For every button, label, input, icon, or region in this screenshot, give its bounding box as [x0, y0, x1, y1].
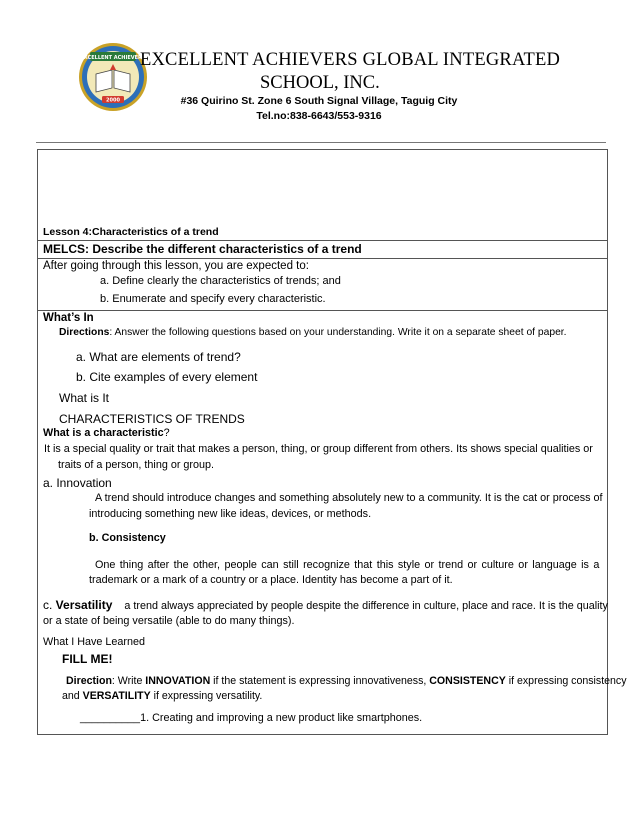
header-divider	[36, 142, 606, 143]
direction-text: if expressing consistency	[505, 675, 627, 687]
objectives-intro: After going through this lesson, you are expected to:	[43, 260, 309, 272]
innovation-line1: A trend should introduce changes and something absolutely new to a community. It is the cat or process of	[95, 492, 603, 504]
direction-text: and	[62, 690, 83, 702]
divider	[38, 240, 607, 241]
divider	[38, 258, 607, 259]
characteristic-question	[43, 427, 170, 439]
versatility-keyword: VERSATILITY	[82, 690, 151, 702]
innovation-heading: a. Innovation	[43, 476, 112, 490]
definition-line2: traits of a person, thing or group.	[58, 459, 215, 471]
fill-direction-line2	[62, 690, 262, 702]
lesson-title: Lesson 4:Characteristics of a trend	[43, 226, 219, 238]
answer-blank[interactable]: __________	[80, 712, 141, 724]
question-b: b. Cite examples of every element	[76, 370, 258, 384]
consistency-line1: One thing after the other, people can still recognize that this style or trend or culture or language is a	[95, 559, 600, 571]
svg-text:2000: 2000	[106, 97, 120, 104]
definition-line1: It is a special quality or trait that makes a person, thing, or group different from others. Its shows special qualities or	[44, 443, 593, 455]
consistency-heading: b. Consistency	[89, 532, 166, 544]
versatility-line2: or a state of being versatile (able to do many things).	[43, 615, 295, 627]
versatility-text: a trend always appreciated by people despite the difference in culture, place and race. It is the quality	[124, 600, 608, 612]
school-address: #36 Quirino St. Zone 6 South Signal Village, Taguig City	[180, 95, 458, 107]
school-telephone: Tel.no:838-6643/553-9316	[256, 110, 382, 122]
school-name-line2: SCHOOL, INC.	[260, 73, 380, 93]
svg-text:EXCELLENT ACHIEVERS: EXCELLENT ACHIEVERS	[80, 55, 146, 61]
consistency-line2: trademark or a mark of a country or a place. Identity has become a part of it.	[89, 574, 453, 586]
item-text: 1. Creating and improving a new product like smartphones.	[140, 712, 423, 724]
versatility-heading: Versatility	[55, 598, 113, 612]
learned-heading: What I Have Learned	[43, 636, 146, 648]
versatility-line1	[43, 598, 608, 612]
innovation-keyword: INNOVATION	[145, 675, 211, 687]
direction-text: if the statement is expressing innovativeness,	[210, 675, 430, 687]
whats-in-heading: What’s In	[43, 312, 94, 324]
activity-title: FILL ME!	[62, 652, 113, 666]
direction-text: if expressing versatility.	[150, 690, 263, 702]
objective-item: a. Define clearly the characteristics of trends; and	[100, 275, 341, 287]
whats-in-directions	[59, 327, 567, 338]
versatility-prefix: c.	[43, 598, 56, 612]
melcs-heading: MELCS: Describe the different characteristics of a trend	[43, 242, 362, 256]
direction-label: Direction	[66, 675, 112, 687]
consistency-keyword: CONSISTENCY	[429, 675, 506, 687]
question-mark: ?	[163, 427, 170, 439]
fill-item-1	[80, 712, 422, 724]
directions-label: Directions	[59, 327, 110, 338]
innovation-line2: introducing something new like ideas, devices, or methods.	[89, 508, 372, 520]
objective-item: b. Enumerate and specify every characteristic.	[100, 293, 326, 305]
what-is-it-heading: What is It	[59, 391, 110, 405]
school-name-line1: EXCELLENT ACHIEVERS GLOBAL INTEGRATED	[140, 50, 561, 70]
question-a: a. What are elements of trend?	[76, 350, 241, 364]
direction-text: : Write	[111, 675, 146, 687]
divider	[38, 310, 607, 311]
topic-title: CHARACTERISTICS OF TRENDS	[59, 412, 245, 426]
directions-text: : Answer the following questions based on your understanding. Write it on a separate sheet of paper.	[109, 327, 567, 338]
open-book-icon	[96, 70, 112, 92]
fill-direction-line1	[66, 675, 627, 687]
characteristic-question-bold: What is a characteristic	[43, 427, 164, 439]
